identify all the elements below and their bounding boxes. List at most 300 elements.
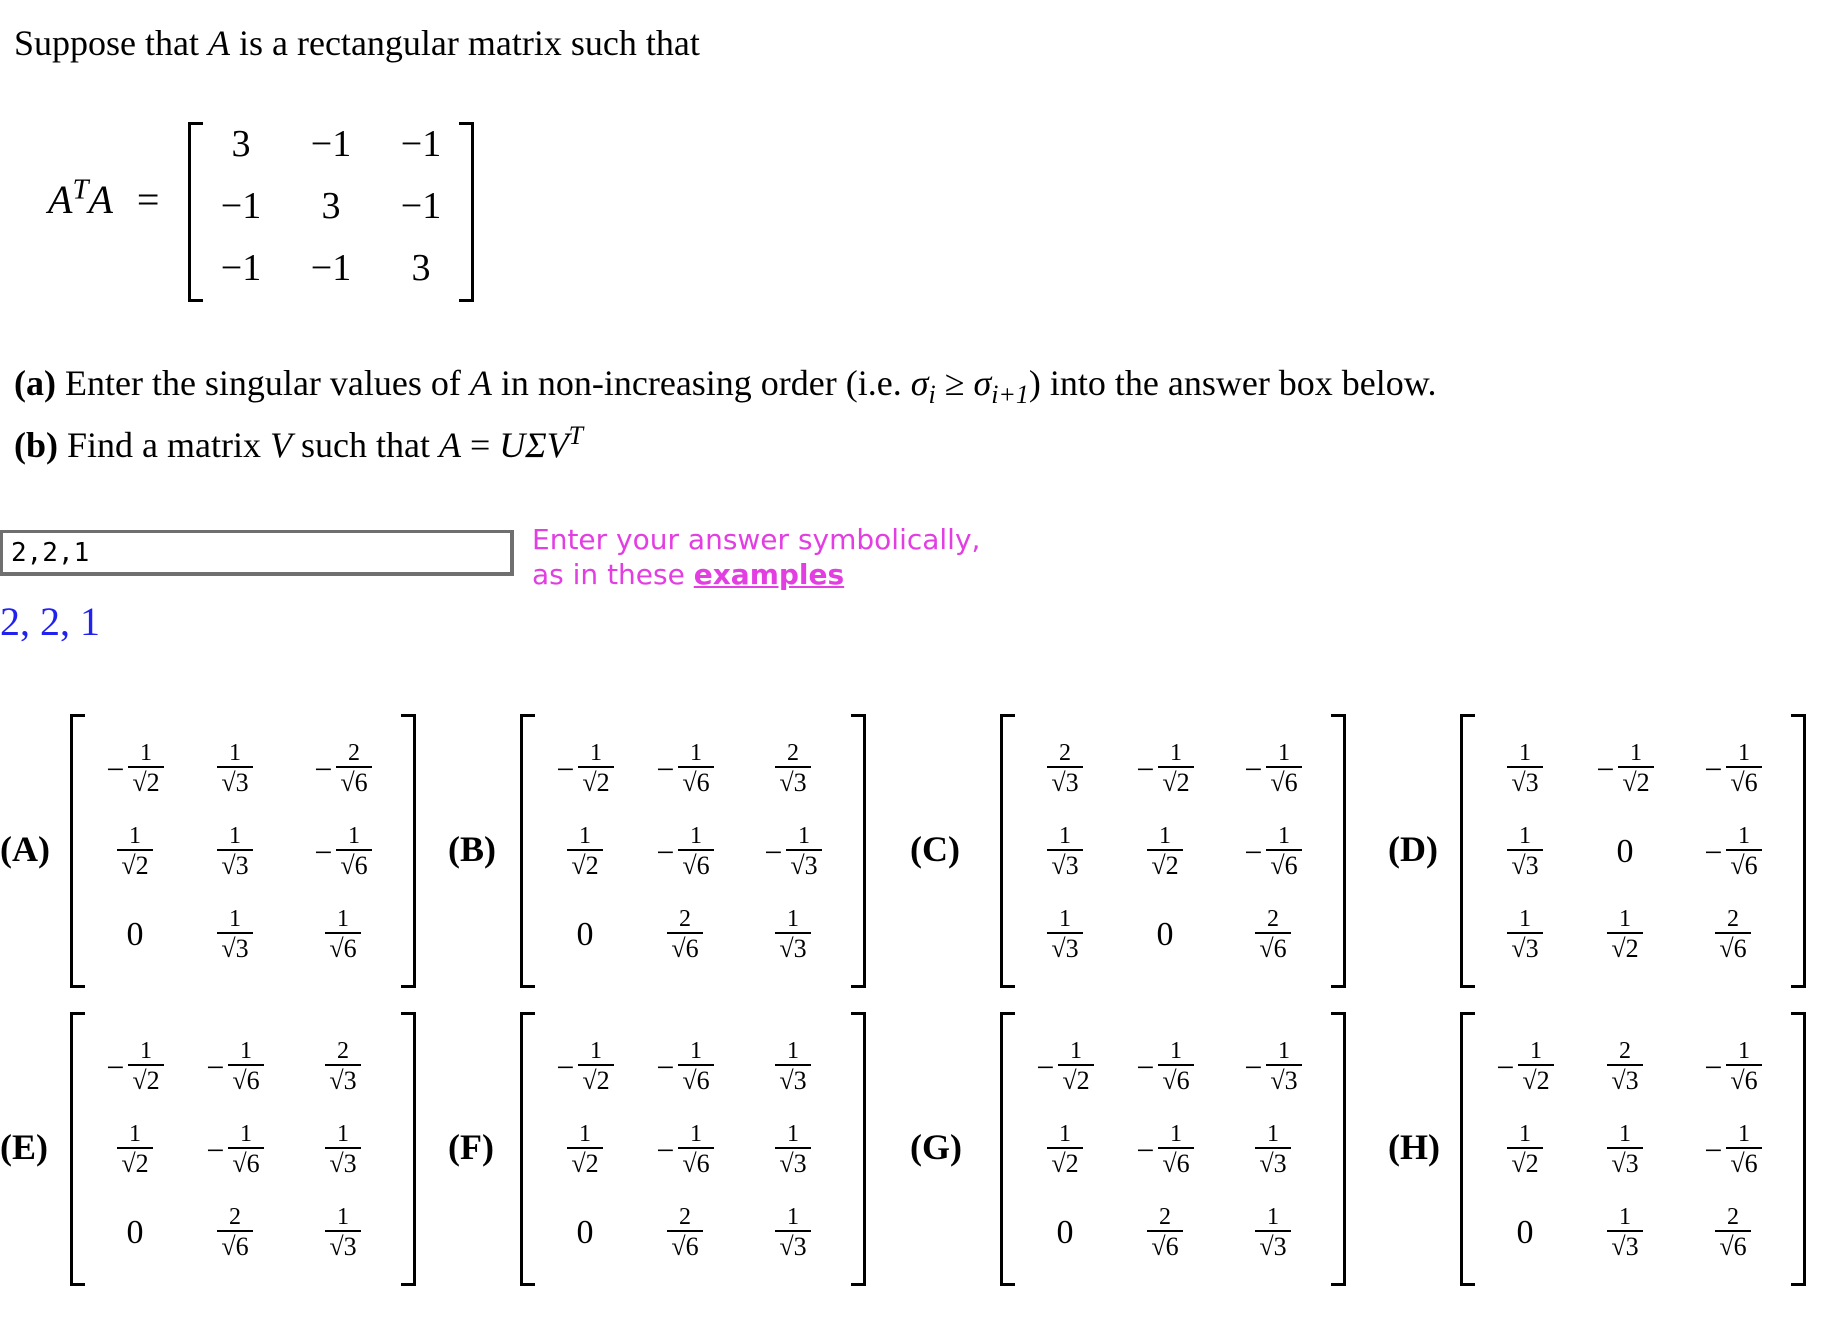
hint-line-1: Enter your answer symbolically, <box>532 523 981 556</box>
minus-sign: − <box>1036 1048 1055 1085</box>
matrix-entry <box>1475 734 1575 804</box>
part-b-var: V <box>269 425 292 465</box>
numerator: 1 <box>140 1038 153 1064</box>
denominator: √3 <box>1266 1064 1301 1096</box>
denominator: √3 <box>1047 766 1082 798</box>
denominator: √3 <box>775 1230 810 1262</box>
ata-t: T <box>72 173 89 206</box>
matrix-entry <box>1575 1198 1675 1268</box>
denominator: √2 <box>578 1064 613 1096</box>
denominator: √6 <box>325 932 360 964</box>
ata-a: A <box>48 177 73 222</box>
entry-value: 0 <box>1156 916 1174 953</box>
minus-sign: − <box>764 833 783 870</box>
question-part-a <box>14 362 1437 410</box>
denominator: √2 <box>117 1147 152 1179</box>
fraction <box>1726 740 1761 798</box>
matrix-entry <box>293 817 393 887</box>
denominator: √3 <box>325 1064 360 1096</box>
matrix-entry <box>1115 817 1215 887</box>
denominator: √2 <box>567 1147 602 1179</box>
fraction <box>217 1204 252 1262</box>
matrix-entry <box>1683 734 1783 804</box>
denominator: √6 <box>1158 1064 1193 1096</box>
fraction <box>325 906 360 964</box>
matrix-entry <box>185 1032 285 1102</box>
matrix-entry <box>185 1115 285 1185</box>
matrix-entry <box>1223 1032 1323 1102</box>
numerator: 1 <box>337 1121 349 1147</box>
numerator: 1 <box>229 906 241 932</box>
matrix-entry <box>293 1198 393 1268</box>
option-label: (D) <box>1388 829 1438 869</box>
matrix-entry <box>1683 900 1783 970</box>
fraction <box>217 823 252 881</box>
matrix-entry <box>1475 1115 1575 1185</box>
matrix-entry <box>85 900 185 970</box>
fraction <box>1507 740 1542 798</box>
matrix-entry <box>743 817 843 887</box>
numerator: 2 <box>679 1204 691 1230</box>
denominator: √2 <box>1158 766 1193 798</box>
matrix-entry <box>1575 734 1675 804</box>
option-matrix <box>1460 1012 1806 1286</box>
matrix-entry <box>1015 900 1115 970</box>
matrix-entry <box>635 1115 735 1185</box>
minus-sign: − <box>314 833 333 870</box>
fraction <box>1158 1121 1193 1179</box>
matrix-entry <box>635 817 735 887</box>
option-label: (E) <box>0 1127 48 1167</box>
minus-sign: − <box>206 1131 225 1168</box>
matrix-entry <box>743 1115 843 1185</box>
fraction <box>1507 906 1542 964</box>
numerator: 1 <box>787 1204 799 1230</box>
numerator: 1 <box>798 823 811 849</box>
numerator: 1 <box>1059 823 1071 849</box>
numerator: 1 <box>1519 906 1531 932</box>
matrix-entry <box>85 1032 185 1102</box>
fraction <box>786 823 821 881</box>
numerator: 1 <box>240 1038 253 1064</box>
denominator: √3 <box>775 932 810 964</box>
matrix-entry <box>185 734 285 804</box>
entry-value: 0 <box>1056 1214 1074 1251</box>
denominator: √6 <box>1726 849 1761 881</box>
numerator: 1 <box>1059 1121 1071 1147</box>
option-matrix <box>1460 714 1806 988</box>
entry-value: 0 <box>126 916 144 953</box>
numerator: 2 <box>1267 906 1279 932</box>
denominator: √2 <box>128 766 163 798</box>
numerator: 1 <box>579 1121 591 1147</box>
numerator: 1 <box>787 1038 799 1064</box>
matrix-entry <box>1015 1032 1115 1102</box>
fraction <box>1607 1204 1642 1262</box>
ata-cell: −1 <box>220 185 262 227</box>
minus-sign: − <box>106 750 125 787</box>
minus-sign: − <box>1596 750 1615 787</box>
matrix-entry <box>1475 900 1575 970</box>
part-b-eq-sup: T <box>568 421 584 450</box>
matrix-entry <box>743 900 843 970</box>
numerator: 1 <box>1630 740 1643 766</box>
matrix-entry <box>743 1198 843 1268</box>
fraction <box>775 906 810 964</box>
option-matrix <box>1000 1012 1346 1286</box>
matrix-entry <box>635 734 735 804</box>
fraction <box>1047 823 1082 881</box>
matrix-entry <box>1575 1115 1675 1185</box>
denominator: √3 <box>325 1230 360 1262</box>
numerator: 2 <box>787 740 799 766</box>
option-label: (H) <box>1388 1127 1440 1167</box>
matrix-entry <box>1223 900 1323 970</box>
fraction <box>117 823 152 881</box>
denominator: √2 <box>567 849 602 881</box>
sigma-symbol: σ <box>910 363 929 403</box>
fraction <box>117 1121 152 1179</box>
ata-cell: −1 <box>400 185 442 227</box>
denominator: √3 <box>217 849 252 881</box>
matrix-entry <box>1683 817 1783 887</box>
matrix-entry <box>635 1198 735 1268</box>
denominator: √2 <box>117 849 152 881</box>
minus-sign: − <box>556 750 575 787</box>
fraction <box>1255 1204 1290 1262</box>
fraction <box>1715 906 1750 964</box>
denominator: √6 <box>336 849 371 881</box>
matrix-entry <box>293 734 393 804</box>
ata-cell: 3 <box>231 123 251 165</box>
denominator: √6 <box>1255 932 1290 964</box>
fraction <box>667 1204 702 1262</box>
numerator: 1 <box>1059 906 1071 932</box>
numerator: 2 <box>1159 1204 1171 1230</box>
numerator: 1 <box>1170 740 1183 766</box>
entry-value: 0 <box>576 1214 594 1251</box>
part-b-text: Find a matrix <box>58 425 270 465</box>
question-part-b <box>14 421 584 466</box>
fraction <box>1047 740 1082 798</box>
matrix-entry <box>1115 1032 1215 1102</box>
fraction <box>128 740 163 798</box>
minus-sign: − <box>656 1048 675 1085</box>
numerator: 1 <box>1159 823 1171 849</box>
minus-sign: − <box>656 1131 675 1168</box>
numerator: 2 <box>229 1204 241 1230</box>
denominator: √2 <box>1507 1147 1542 1179</box>
matrix-entry <box>1115 900 1215 970</box>
fraction <box>1058 1038 1093 1096</box>
intro-var-a: A <box>208 23 230 63</box>
fraction <box>1507 823 1542 881</box>
numerator: 1 <box>337 1204 349 1230</box>
numerator: 1 <box>1530 1038 1543 1064</box>
denominator: √3 <box>325 1147 360 1179</box>
numerator: 1 <box>1278 740 1291 766</box>
numerator: 1 <box>579 823 591 849</box>
fraction <box>336 823 371 881</box>
matrix-entry <box>1115 734 1215 804</box>
matrix-entry <box>1015 817 1115 887</box>
denominator: √3 <box>217 932 252 964</box>
numerator: 1 <box>787 906 799 932</box>
numerator: 1 <box>1278 1038 1291 1064</box>
fraction <box>325 1121 360 1179</box>
minus-sign: − <box>556 1048 575 1085</box>
fraction <box>1147 1204 1182 1262</box>
matrix-entry <box>293 1032 393 1102</box>
matrix-entry <box>743 734 843 804</box>
minus-sign: − <box>1704 833 1723 870</box>
numerator: 1 <box>1170 1121 1183 1147</box>
numerator: 1 <box>1170 1038 1183 1064</box>
minus-sign: − <box>1244 833 1263 870</box>
denominator: √6 <box>678 849 713 881</box>
part-b-eq-a: A <box>438 425 461 465</box>
fraction <box>128 1038 163 1096</box>
answer-hint <box>532 522 980 592</box>
entry-value: 0 <box>1616 833 1634 870</box>
part-b-text: such that <box>291 425 439 465</box>
denominator: √6 <box>228 1147 263 1179</box>
numerator: 1 <box>1738 1038 1751 1064</box>
matrix-entry <box>1015 734 1115 804</box>
option-label: (B) <box>448 829 496 869</box>
numerator: 1 <box>1278 823 1291 849</box>
matrix-entry <box>85 1115 185 1185</box>
part-a-var: A <box>469 363 492 403</box>
matrix-entry <box>1575 1032 1675 1102</box>
denominator: √6 <box>1715 932 1750 964</box>
matrix-entry <box>1223 1115 1323 1185</box>
sigma-sub: i+1 <box>991 380 1029 410</box>
numerator: 1 <box>1738 823 1751 849</box>
denominator: √3 <box>1507 932 1542 964</box>
fraction <box>775 740 810 798</box>
numerator: 2 <box>1727 906 1739 932</box>
minus-sign: − <box>1704 1048 1723 1085</box>
numerator: 2 <box>1059 740 1071 766</box>
matrix-entry <box>1015 1115 1115 1185</box>
numerator: 1 <box>1619 1204 1631 1230</box>
matrix-entry <box>85 734 185 804</box>
part-b-eq-rhs: UΣV <box>499 425 569 465</box>
fraction <box>567 823 602 881</box>
matrix-entry <box>185 817 285 887</box>
numerator: 1 <box>229 740 241 766</box>
option-matrix <box>1000 714 1346 988</box>
option-label: (C) <box>910 829 960 869</box>
intro-part: Suppose that <box>14 23 208 63</box>
entry-value: 0 <box>1516 1214 1534 1251</box>
numerator: 1 <box>590 740 603 766</box>
denominator: √3 <box>217 766 252 798</box>
numerator: 1 <box>129 823 141 849</box>
part-a-text: Enter the singular values of <box>55 363 470 403</box>
matrix-entry <box>1475 817 1575 887</box>
fraction <box>1726 1038 1761 1096</box>
ata-equals: = <box>136 177 160 222</box>
fraction <box>1266 823 1301 881</box>
matrix-entry <box>1575 817 1675 887</box>
denominator: √6 <box>1158 1147 1193 1179</box>
fraction <box>1715 1204 1750 1262</box>
minus-sign: − <box>1136 1131 1155 1168</box>
denominator: √6 <box>1726 1064 1761 1096</box>
intro-part: is a rectangular matrix such that <box>230 23 700 63</box>
numerator: 1 <box>690 740 703 766</box>
denominator: √6 <box>217 1230 252 1262</box>
denominator: √2 <box>1147 849 1182 881</box>
minus-sign: − <box>206 1048 225 1085</box>
matrix-entry <box>635 1032 735 1102</box>
denominator: √2 <box>1618 766 1653 798</box>
fraction <box>228 1121 263 1179</box>
matrix-entry <box>1575 900 1675 970</box>
fraction <box>1726 823 1761 881</box>
numerator: 2 <box>348 740 361 766</box>
matrix-entry <box>1683 1198 1783 1268</box>
matrix-entry <box>535 1115 635 1185</box>
fraction <box>1255 906 1290 964</box>
option-matrix <box>70 714 416 988</box>
numerator: 2 <box>1619 1038 1631 1064</box>
matrix-entry <box>1015 1198 1115 1268</box>
minus-sign: − <box>656 750 675 787</box>
denominator: √6 <box>1266 849 1301 881</box>
matrix-entry <box>535 817 635 887</box>
fraction <box>217 906 252 964</box>
denominator: √3 <box>1607 1064 1642 1096</box>
numerator: 1 <box>787 1121 799 1147</box>
numerator: 2 <box>1727 1204 1739 1230</box>
matrix-entry <box>185 900 285 970</box>
ata-a2: A <box>88 177 113 222</box>
ata-matrix <box>188 122 474 302</box>
matrix-entry <box>743 1032 843 1102</box>
minus-sign: − <box>1136 1048 1155 1085</box>
matrix-entry <box>293 1115 393 1185</box>
denominator: √2 <box>1607 932 1642 964</box>
answer-preview: 2, 2, 1 <box>0 599 100 644</box>
denominator: √3 <box>1507 849 1542 881</box>
denominator: √3 <box>775 1147 810 1179</box>
fraction <box>567 1121 602 1179</box>
matrix-entry <box>85 817 185 887</box>
denominator: √3 <box>775 766 810 798</box>
numerator: 1 <box>1519 740 1531 766</box>
matrix-entry <box>535 734 635 804</box>
fraction <box>1047 906 1082 964</box>
numerator: 1 <box>690 823 703 849</box>
matrix-entry <box>1115 1198 1215 1268</box>
denominator: √2 <box>1518 1064 1553 1096</box>
minus-sign: − <box>1704 750 1723 787</box>
denominator: √2 <box>1058 1064 1093 1096</box>
denominator: √3 <box>1047 932 1082 964</box>
denominator: √3 <box>786 849 821 881</box>
part-b-label: (b) <box>14 425 58 465</box>
option-matrix <box>70 1012 416 1286</box>
numerator: 1 <box>229 823 241 849</box>
denominator: √6 <box>228 1064 263 1096</box>
denominator: √3 <box>1255 1147 1290 1179</box>
intro-text <box>14 22 700 64</box>
minus-sign: − <box>314 750 333 787</box>
option-matrix <box>520 1012 866 1286</box>
minus-sign: − <box>106 1048 125 1085</box>
numerator: 1 <box>690 1038 703 1064</box>
denominator: √6 <box>678 1147 713 1179</box>
fraction <box>228 1038 263 1096</box>
numerator: 1 <box>690 1121 703 1147</box>
fraction <box>775 1204 810 1262</box>
examples-link[interactable]: examples <box>693 558 845 591</box>
ge-symbol: ≥ <box>935 363 974 403</box>
sigma-sub: i <box>928 380 936 410</box>
numerator: 1 <box>1519 1121 1531 1147</box>
denominator: √3 <box>1607 1230 1642 1262</box>
fraction <box>1618 740 1653 798</box>
numerator: 1 <box>1070 1038 1083 1064</box>
fraction <box>578 1038 613 1096</box>
fraction <box>1158 1038 1193 1096</box>
denominator: √6 <box>678 1064 713 1096</box>
denominator: √6 <box>678 766 713 798</box>
fraction <box>217 740 252 798</box>
entry-value: 0 <box>576 916 594 953</box>
denominator: √2 <box>128 1064 163 1096</box>
numerator: 1 <box>1267 1204 1279 1230</box>
fraction <box>325 1038 360 1096</box>
fraction <box>578 740 613 798</box>
sigma-symbol: σ <box>973 363 992 403</box>
fraction <box>1607 1121 1642 1179</box>
numerator: 1 <box>240 1121 253 1147</box>
fraction <box>1726 1121 1761 1179</box>
answer-input[interactable] <box>0 530 514 576</box>
matrix-entry <box>535 900 635 970</box>
fraction <box>678 823 713 881</box>
fraction <box>1147 823 1182 881</box>
minus-sign: − <box>1244 750 1263 787</box>
option-matrix <box>520 714 866 988</box>
fraction <box>667 906 702 964</box>
fraction <box>1518 1038 1553 1096</box>
fraction <box>678 1038 713 1096</box>
ata-cell: −1 <box>310 123 352 165</box>
fraction <box>1266 740 1301 798</box>
fraction <box>1607 1038 1642 1096</box>
minus-sign: − <box>656 833 675 870</box>
fraction <box>775 1121 810 1179</box>
fraction <box>1158 740 1193 798</box>
denominator: √3 <box>1047 849 1082 881</box>
fraction <box>1047 1121 1082 1179</box>
option-label: (F) <box>448 1127 494 1167</box>
matrix-entry <box>1115 1115 1215 1185</box>
numerator: 1 <box>1738 1121 1751 1147</box>
ata-cell: −1 <box>310 247 352 289</box>
fraction <box>1255 1121 1290 1179</box>
matrix-entry <box>185 1198 285 1268</box>
ata-label <box>48 173 160 223</box>
denominator: √6 <box>336 766 371 798</box>
matrix-entry <box>635 900 735 970</box>
numerator: 1 <box>1619 1121 1631 1147</box>
